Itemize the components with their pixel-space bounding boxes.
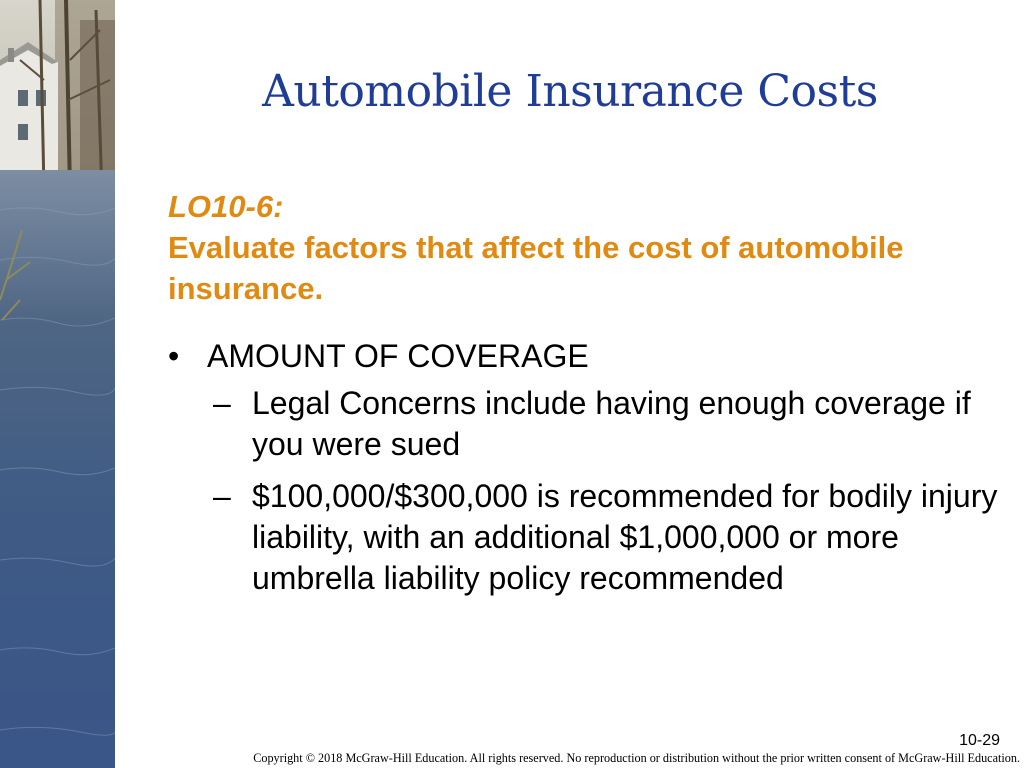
bullet-item xyxy=(168,334,998,378)
bullet-marker: • xyxy=(168,338,180,374)
copyright-notice: Copyright © 2018 McGraw-Hill Education. All rights reserved. No reproduction or distribution without the prior written consent of McGraw-Hill Education. xyxy=(253,751,1020,765)
sub-bullet-item xyxy=(168,476,998,599)
flooded-house-photo xyxy=(0,0,115,768)
learning-objective-code: LO10-6: xyxy=(168,189,284,224)
learning-objective xyxy=(168,186,988,309)
slide-title: Automobile Insurance Costs xyxy=(262,66,878,117)
sub-bullet-text: Legal Concerns include having enough coverage if you were sued xyxy=(252,385,971,462)
sub-bullet-item xyxy=(168,383,998,465)
sub-bullet-marker: – xyxy=(213,385,231,421)
learning-objective-text: Evaluate factors that affect the cost of automobile insurance. xyxy=(168,230,904,306)
bullet-text: AMOUNT OF COVERAGE xyxy=(207,338,589,374)
sub-bullet-marker: – xyxy=(213,478,231,514)
slide-number: 10-29 xyxy=(959,732,1000,749)
sub-bullet-text: $100,000/$300,000 is recommended for bodily injury liability, with an additional $1,000,000 or more umbrella liability policy recommended xyxy=(252,478,998,596)
bullet-list xyxy=(168,334,998,599)
